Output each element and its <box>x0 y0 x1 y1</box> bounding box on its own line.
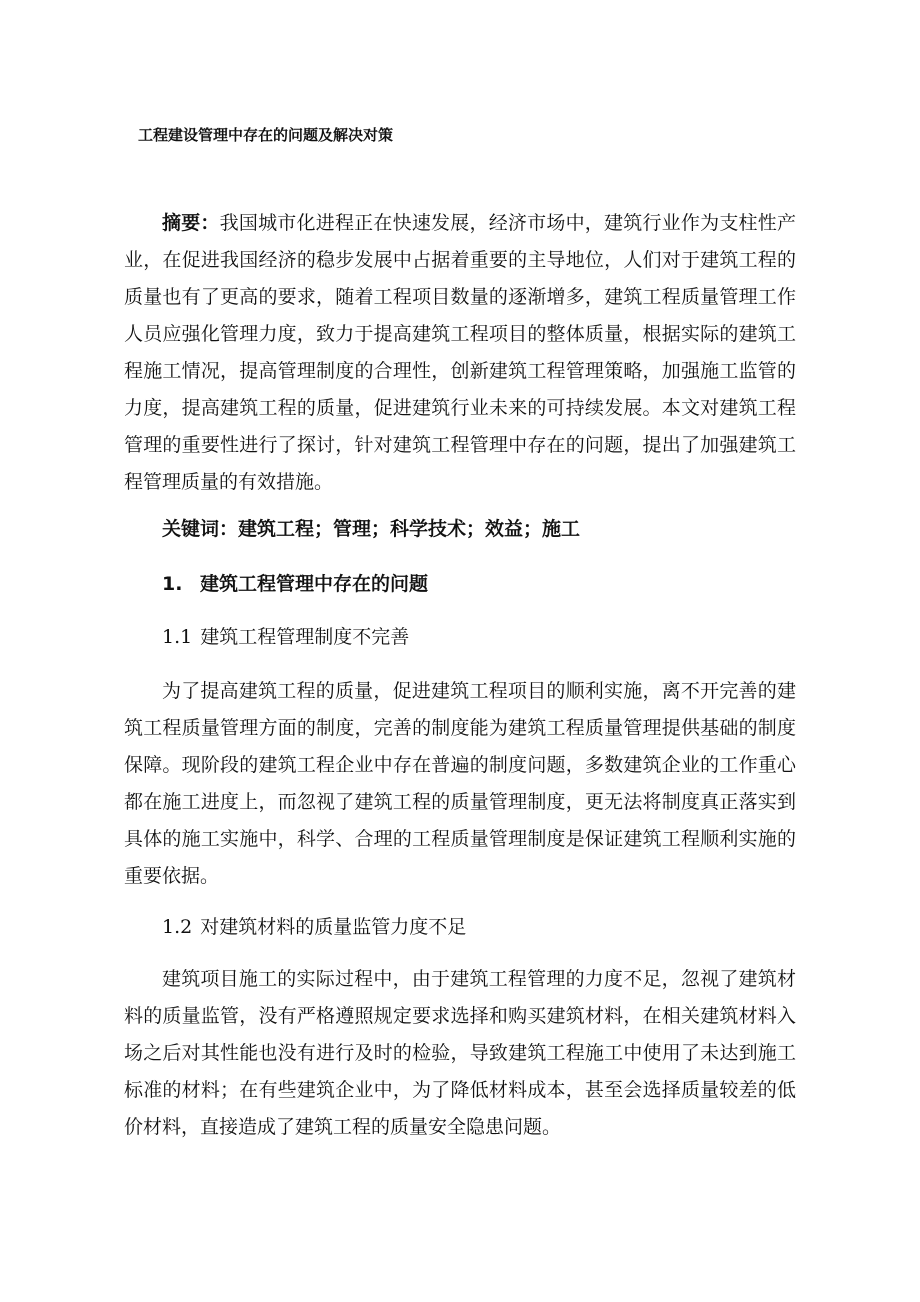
abstract-label: 摘要： <box>162 212 220 234</box>
section-1-2-number: 1.2 <box>162 916 193 938</box>
section-1-1-heading <box>162 622 409 649</box>
abstract-text: 我国城市化进程正在快速发展，经济市场中，建筑行业作为支柱性产业，在促进我国经济的稳步发展中占据着重要的主导地位，人们对于建筑工程的质量也有了更高的要求，随着工程项目数量的逐渐增多，建筑工程质量管理工作人员应强化管理力度，致力于提高建筑工程项目的整体质量，根据实际的建筑工程施工情况，提高管理制度的合理性，创新建筑工程管理策略，加强施工监管的力度，提高建筑工程的质量，促进建筑行业未来的可持续发展。本文对建筑工程管理的重要性进行了探讨，针对建筑工程管理中存在的问题，提出了加强建筑工程管理质量的有效措施。 <box>124 212 796 493</box>
section-1-2-paragraph: 建筑项目施工的实际过程中，由于建筑工程管理的力度不足，忽视了建筑材料的质量监管，没有严格遵照规定要求选择和购买建筑材料，在相关建筑材料入场之后对其性能也没有进行及时的检验，导致建筑工程施工中使用了未达到施工标准的材料；在有些建筑企业中，为了降低材料成本，甚至会选择质量较差的低价材料，直接造成了建筑工程的质量安全隐患问题。 <box>124 968 796 1138</box>
section-1-title: 建筑工程管理中存在的问题 <box>200 573 429 595</box>
section-1-number: 1. <box>162 573 183 595</box>
document-title: 工程建设管理中存在的问题及解决对策 <box>138 126 394 144</box>
section-1-heading <box>162 569 428 596</box>
section-1-2-heading <box>162 912 466 939</box>
abstract-paragraph <box>124 205 796 501</box>
section-1-1-number: 1.1 <box>162 626 193 648</box>
section-1-1-paragraph: 为了提高建筑工程的质量，促进建筑工程项目的顺利实施，离不开完善的建筑工程质量管理方面的制度，完善的制度能为建筑工程质量管理提供基础的制度保障。现阶段的建筑工程企业中存在普遍的制度问题，多数建筑企业的工作重心都在施工进度上，而忽视了建筑工程的质量管理制度，更无法将制度真正落实到具体的施工实施中，科学、合理的工程质量管理制度是保证建筑工程顺利实施的重要依据。 <box>124 680 796 887</box>
section-1-1-title: 建筑工程管理制度不完善 <box>200 626 410 648</box>
keywords-line: 关键词：建筑工程；管理；科学技术；效益；施工 <box>162 518 581 540</box>
section-1-2-title: 对建筑材料的质量监管力度不足 <box>200 916 467 938</box>
